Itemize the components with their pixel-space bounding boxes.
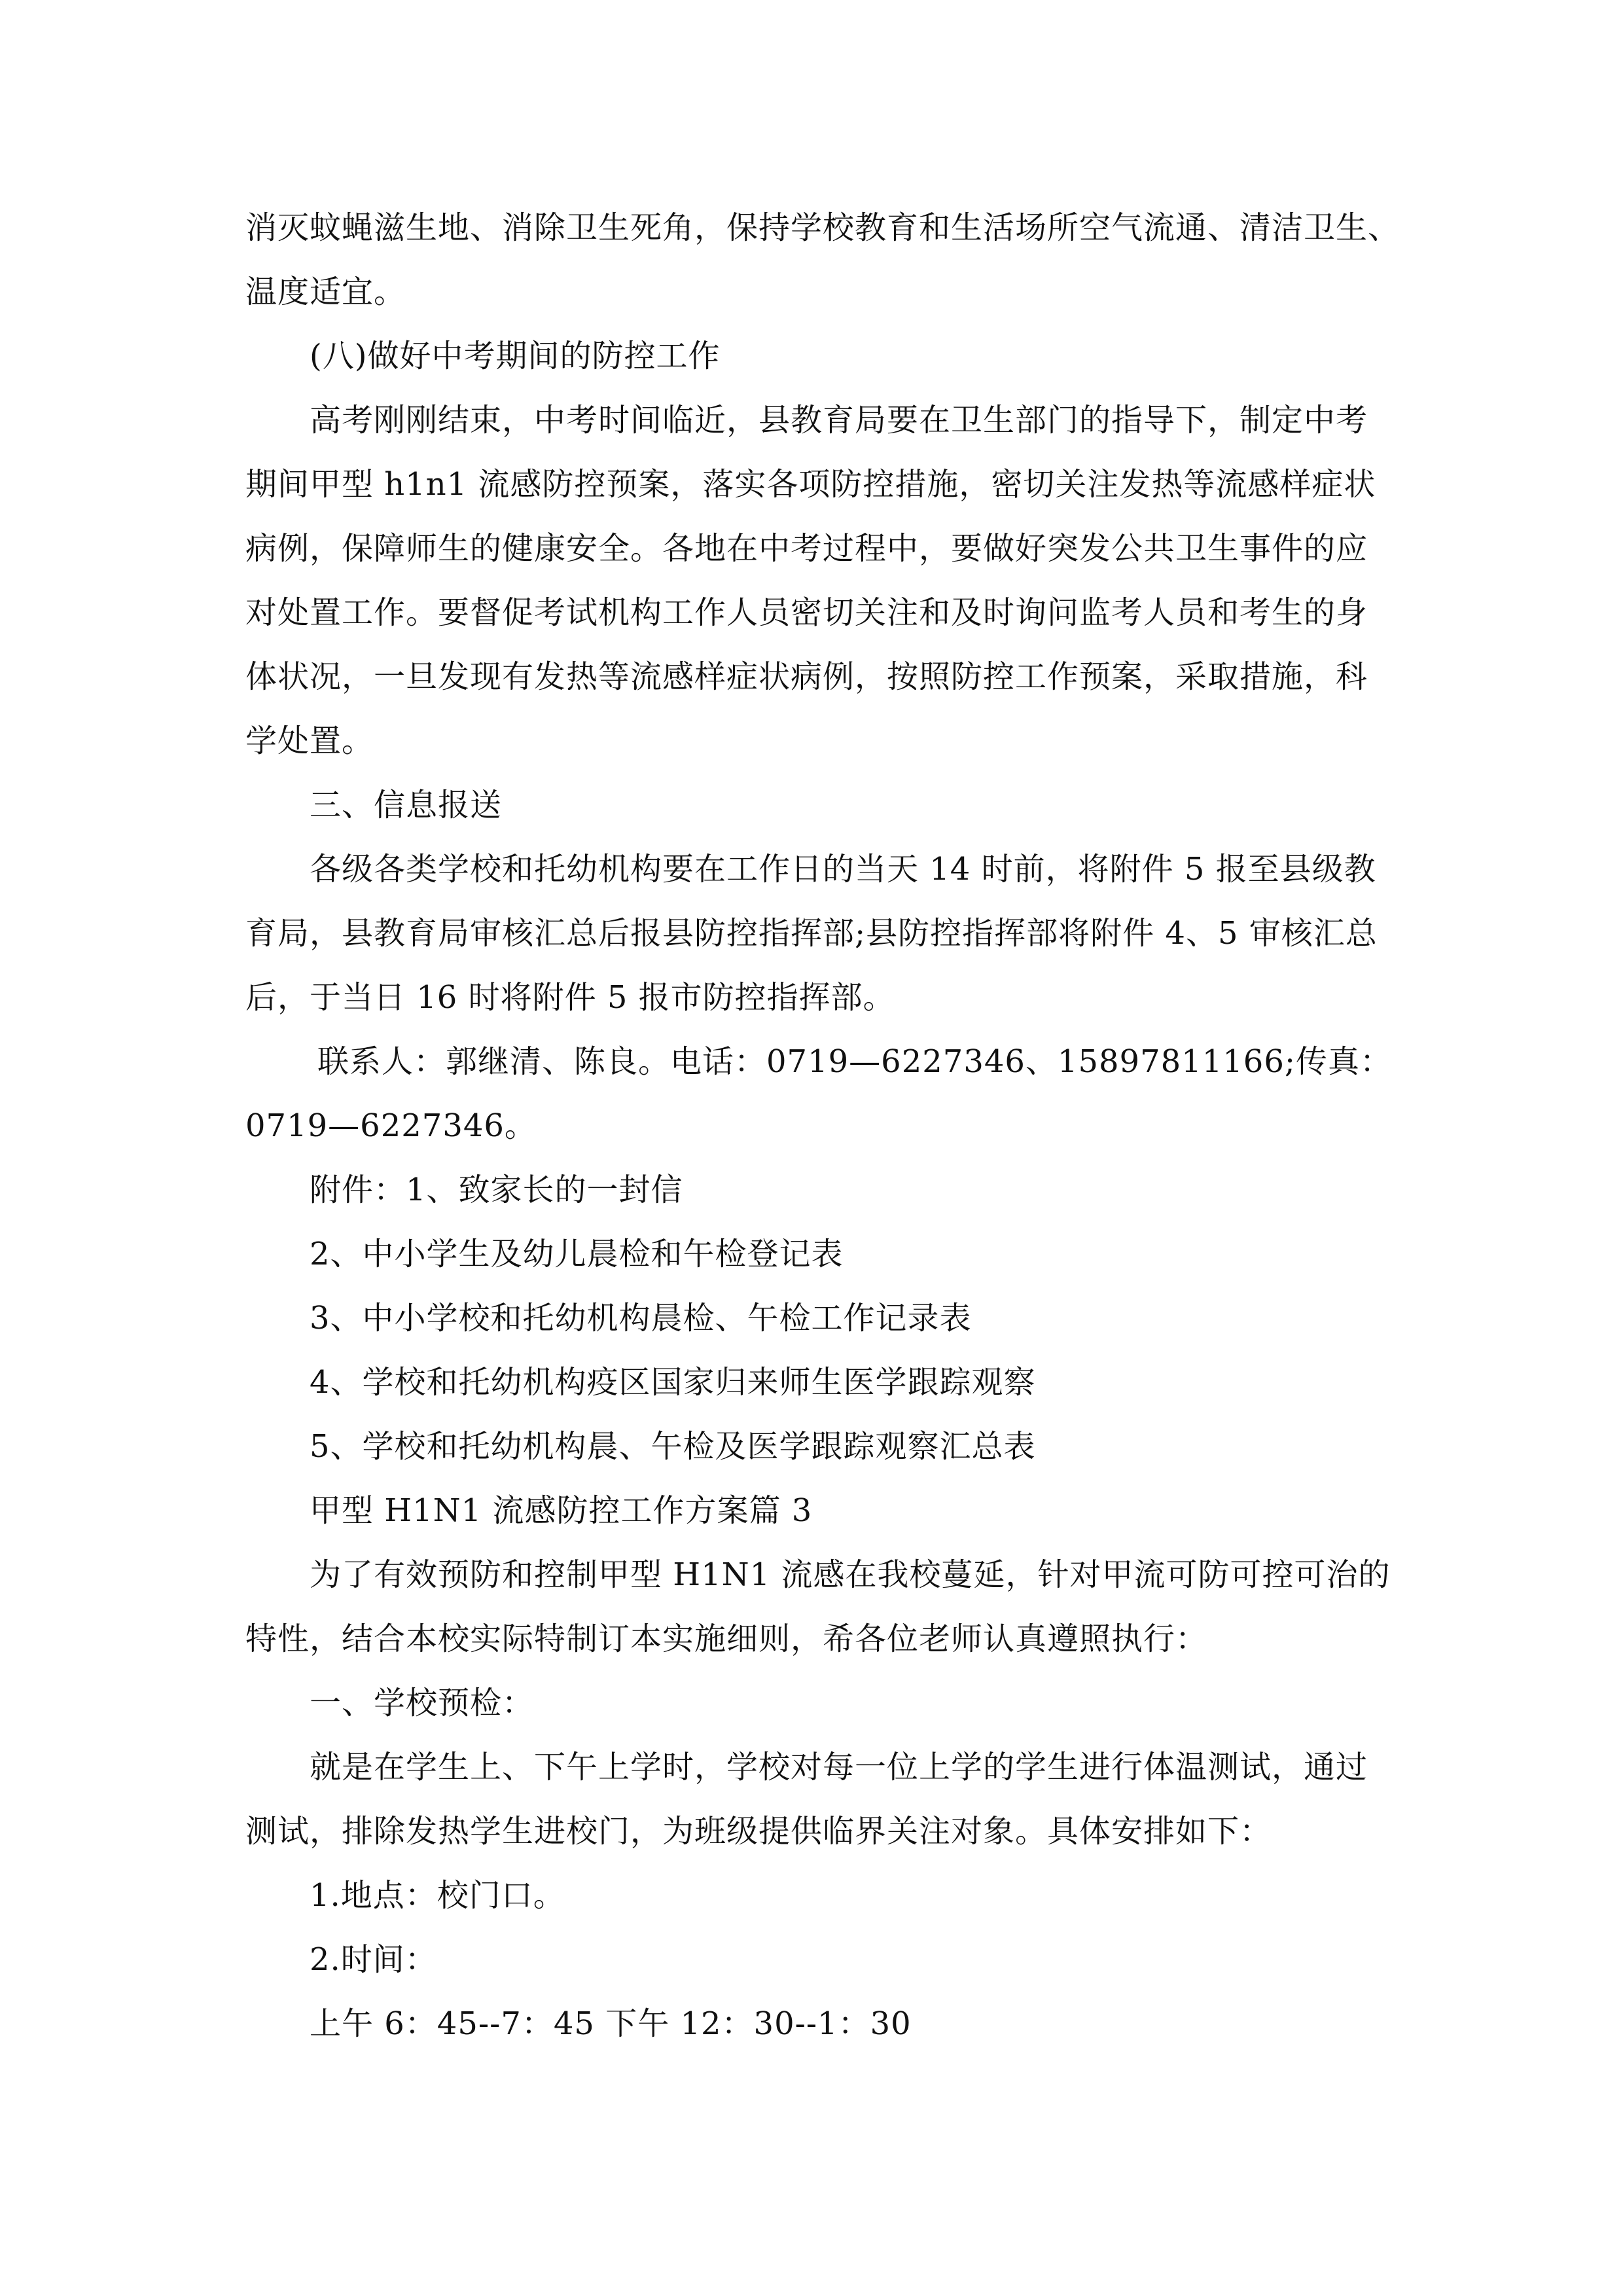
attachment-item: 附件：1、致家长的一封信 [310, 1172, 683, 1208]
text-line: 高考刚刚结束，中考时间临近，县教育局要在卫生部门的指导下，制定中考 [310, 402, 1368, 439]
list-item: 2.时间： [310, 1941, 437, 1978]
attachment-item: 4、学校和托幼机构疫区国家归来师生医学跟踪观察 [310, 1364, 1036, 1401]
schedule-line: 上午 6：45--7：45 下午 12：30--1：30 [310, 2005, 912, 2042]
text-line: 病例，保障师生的健康安全。各地在中考过程中，要做好突发公共卫生事件的应 [245, 530, 1368, 567]
text-line: 消灭蚊蝇滋生地、消除卫生死角，保持学校教育和生活场所空气流通、清洁卫生、 [245, 209, 1400, 246]
text-line: 育局，县教育局审核汇总后报县防控指挥部;县防控指挥部将附件 4、5 审核汇总 [245, 915, 1378, 952]
contact-line: 0719—6227346。 [245, 1107, 537, 1144]
text-line: 体状况，一旦发现有发热等流感样症状病例，按照防控工作预案，采取措施，科 [245, 658, 1368, 695]
text-line: 就是在学生上、下午上学时，学校对每一位上学的学生进行体温测试，通过 [310, 1749, 1368, 1785]
text-line: 测试，排除发热学生进校门，为班级提供临界关注对象。具体安排如下： [245, 1813, 1272, 1850]
text-line: 对处置工作。要督促考试机构工作人员密切关注和及时询问监考人员和考生的身 [245, 594, 1368, 631]
section-heading: (八)做好中考期间的防控工作 [310, 338, 721, 374]
text-line: 期间甲型 h1n1 流感防控预案，落实各项防控措施，密切关注发热等流感样症状 [245, 466, 1376, 503]
attachment-item: 5、学校和托幼机构晨、午检及医学跟踪观察汇总表 [310, 1428, 1036, 1465]
attachment-item: 2、中小学生及幼儿晨检和午检登记表 [310, 1236, 844, 1272]
section-heading: 一、学校预检： [310, 1685, 535, 1721]
contact-line: 联系人：郭继清、陈良。电话：0719—6227346、15897811166;传真： [317, 1043, 1393, 1080]
text-line: 为了有效预防和控制甲型 H1N1 流感在我校蔓延，针对甲流可防可控可治的 [310, 1556, 1391, 1593]
attachment-item: 3、中小学校和托幼机构晨检、午检工作记录表 [310, 1300, 972, 1336]
list-item: 1.地点：校门口。 [310, 1877, 565, 1914]
section-heading: 三、信息报送 [310, 787, 503, 823]
text-line: 学处置。 [245, 723, 374, 759]
text-line: 各级各类学校和托幼机构要在工作日的当天 14 时前，将附件 5 报至县级教 [310, 851, 1376, 888]
text-line: 特性，结合本校实际特制订本实施细则，希各位老师认真遵照执行： [245, 1621, 1208, 1657]
section-title: 甲型 H1N1 流感防控工作方案篇 3 [310, 1492, 813, 1529]
text-line: 后，于当日 16 时将附件 5 报市防控指挥部。 [245, 979, 895, 1016]
text-line: 温度适宜。 [245, 274, 406, 310]
